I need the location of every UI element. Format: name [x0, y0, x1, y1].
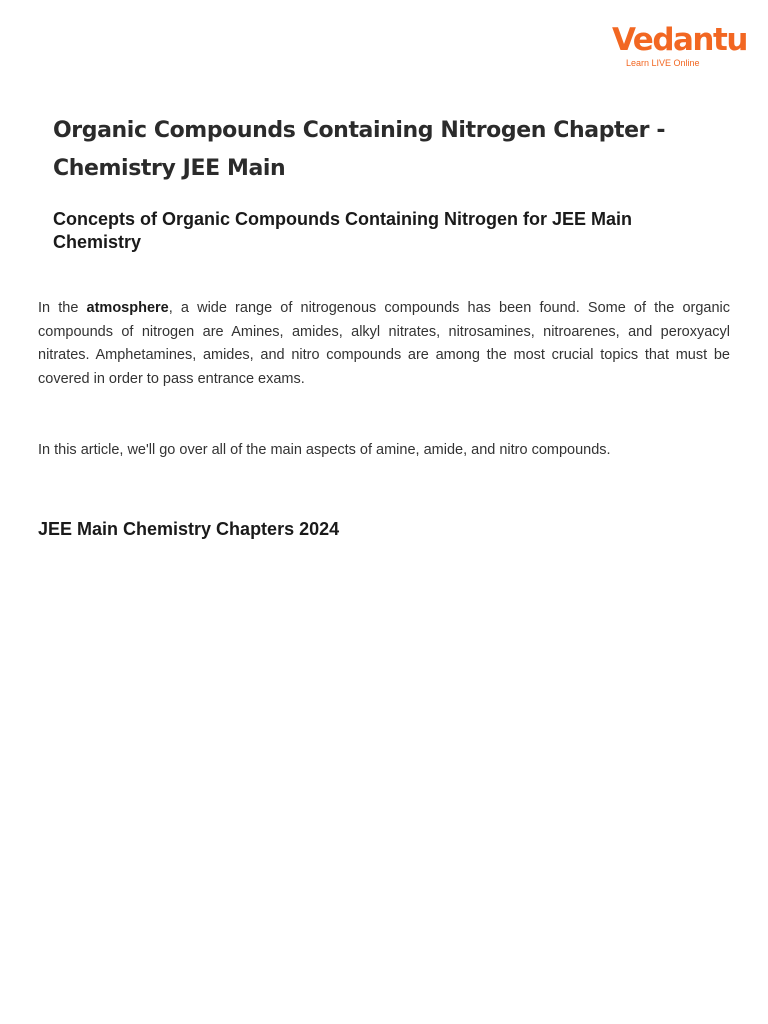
vedantu-logo [612, 20, 747, 72]
intro-rest: , a wide range of nitrogenous compounds has been found. Some of the organic compounds of nitrogen are Amines, amides, alkyl nitrates, nitrosamines, nitroarenes, and peroxyacyl nitrates. Amphetamines, amides, and nitro compounds are among the most crucial topics that must be covered in order to pass entrance exams. [38, 300, 730, 387]
page-title: Organic Compounds Containing Nitrogen Chapter - Chemistry JEE Main [53, 118, 666, 181]
section-heading-chapters: JEE Main Chemistry Chapters 2024 [38, 519, 340, 539]
logo-wordmark: Vedantu [612, 22, 747, 58]
page-subtitle: Concepts of Organic Compounds Containing Nitrogen for JEE Main Chemistry [53, 209, 633, 252]
intro-lead: In the [38, 300, 87, 316]
intro-paragraph [38, 297, 730, 391]
logo-tagline: Learn LIVE Online [626, 58, 700, 68]
article-summary-paragraph: In this article, we'll go over all of the main aspects of amine, amide, and nitro compounds. [38, 442, 611, 458]
intro-emphasis: atmosphere [86, 300, 169, 316]
